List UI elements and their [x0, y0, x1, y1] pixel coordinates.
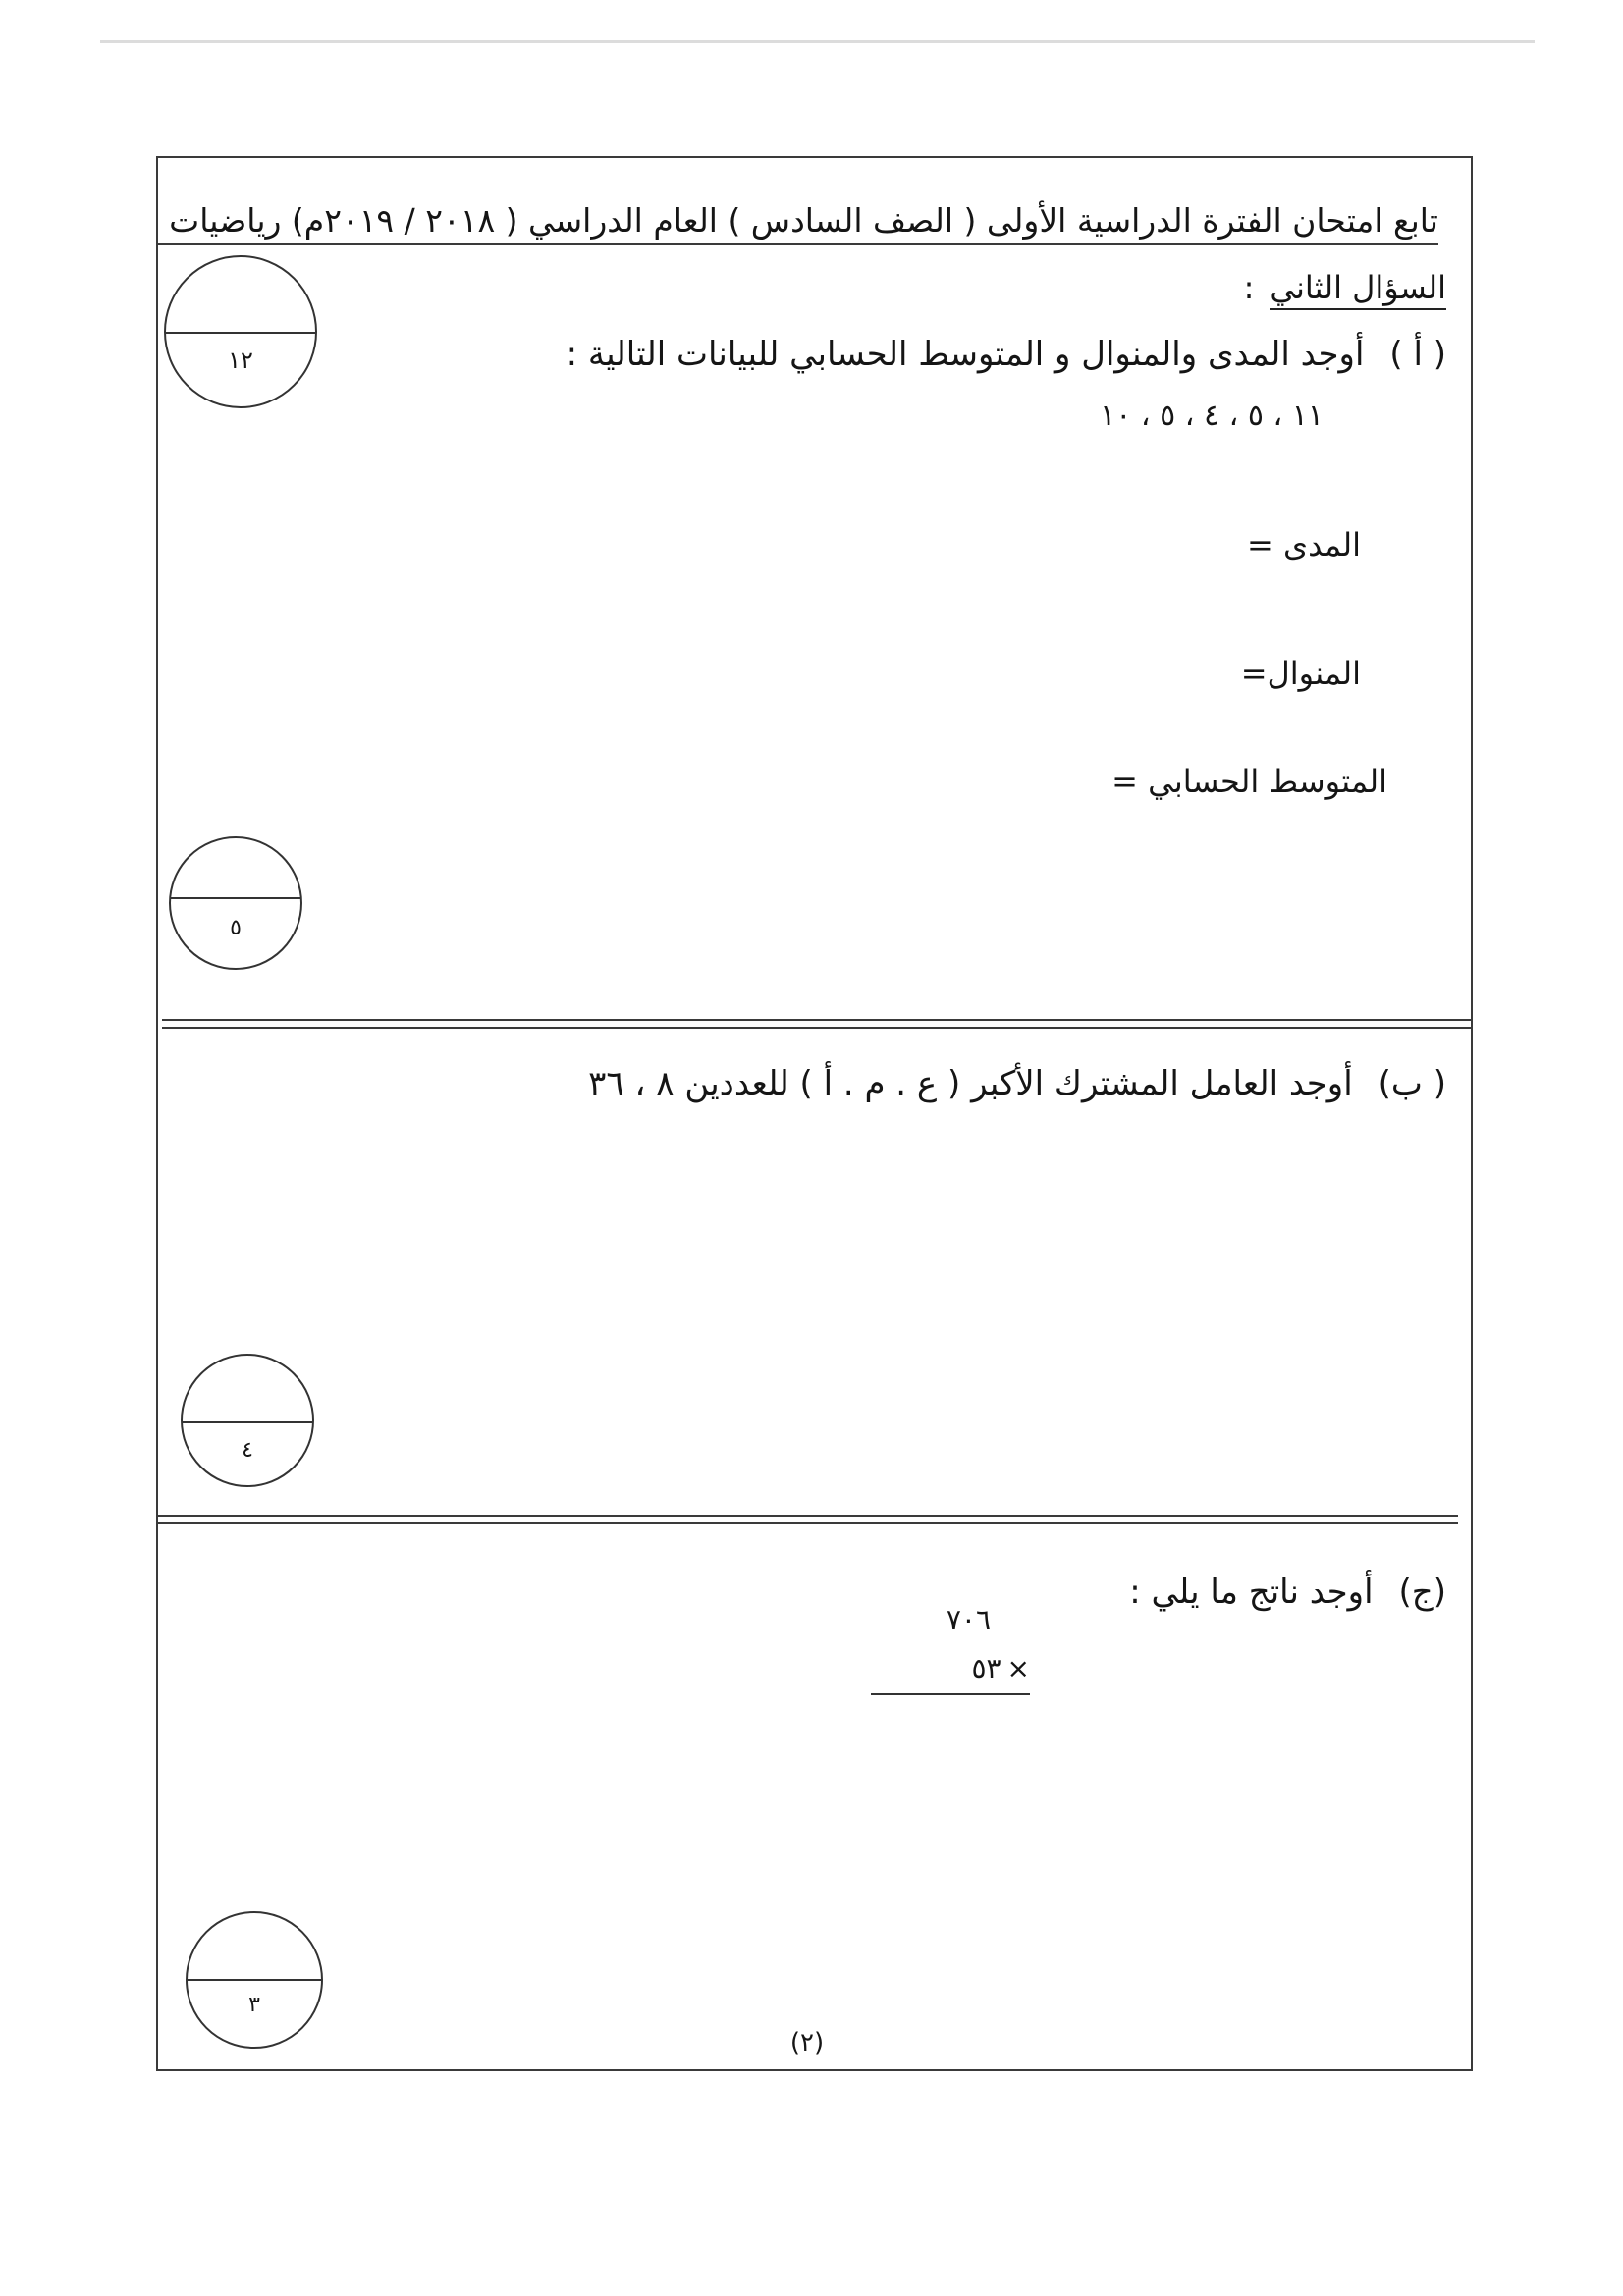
score-circle-divider	[188, 1979, 321, 1981]
page-frame	[156, 156, 1473, 2071]
part-c-score: ٣	[248, 1993, 260, 2017]
multiplication-problem	[871, 1595, 1030, 1697]
score-circle-divider	[183, 1421, 312, 1423]
mean-label: المتوسط الحسابي =	[1111, 763, 1387, 800]
exam-header-title: تابع امتحان الفترة الدراسية الأولى ( الصف السادس ) العام الدراسي ( ٢٠١٨ / ٢٠١٩م) رياضيات	[169, 201, 1438, 240]
question-title-colon: :	[1243, 269, 1255, 306]
section-divider-b-bottom	[156, 1522, 1458, 1524]
part-a-data-values: ١١ ، ٥ ، ٤ ، ٥ ، ١٠	[1100, 399, 1324, 433]
part-b-prompt: أوجد العامل المشترك الأكبر ( ع . م . أ ) للعددين ٨ ، ٣٦	[588, 1064, 1353, 1103]
header-underline	[156, 243, 1438, 245]
multiplier-row	[971, 1652, 1030, 1685]
range-label: المدى =	[1247, 526, 1361, 563]
score-circle-divider	[171, 897, 300, 899]
question-total-score: ١٢	[228, 347, 253, 374]
part-a-text	[567, 334, 1446, 375]
section-divider-a-top	[162, 1019, 1473, 1021]
top-divider	[100, 40, 1535, 43]
part-a-label: ( أ )	[1389, 335, 1446, 374]
part-a-score: ٥	[230, 916, 242, 940]
part-b-line	[295, 1063, 1446, 1104]
part-b-label: ( ب)	[1378, 1064, 1446, 1103]
part-c-text	[1129, 1572, 1446, 1613]
part-c-score-circle	[186, 1911, 323, 2049]
multiplier: ٥٣	[971, 1652, 1001, 1684]
part-b-score: ٤	[242, 1438, 253, 1463]
section-divider-b-top	[156, 1515, 1458, 1517]
section-divider-a-bottom	[162, 1027, 1473, 1029]
part-a-prompt: أوجد المدى والمنوال و المتوسط الحسابي للبيانات التالية :	[566, 335, 1365, 374]
question-title-line	[1244, 268, 1446, 307]
question-total-score-circle	[164, 255, 317, 408]
multiply-sign-icon: ×	[1006, 1652, 1030, 1684]
score-circle-divider	[166, 332, 315, 334]
header-box	[169, 199, 1438, 244]
part-c-prompt: أوجد ناتج ما يلي :	[1129, 1573, 1374, 1612]
question-title: السؤال الثاني	[1270, 269, 1446, 310]
multiplicand: ٧٠٦	[946, 1603, 991, 1635]
part-b-text	[588, 1063, 1446, 1104]
part-b-score-circle	[181, 1354, 314, 1487]
part-a-score-circle	[169, 836, 302, 970]
page-number: (٢)	[789, 2028, 825, 2057]
multiplication-rule	[871, 1693, 1030, 1695]
part-a-line	[295, 334, 1446, 375]
part-c-label: (ج)	[1398, 1573, 1446, 1612]
mode-label: المنوال=	[1240, 655, 1361, 692]
